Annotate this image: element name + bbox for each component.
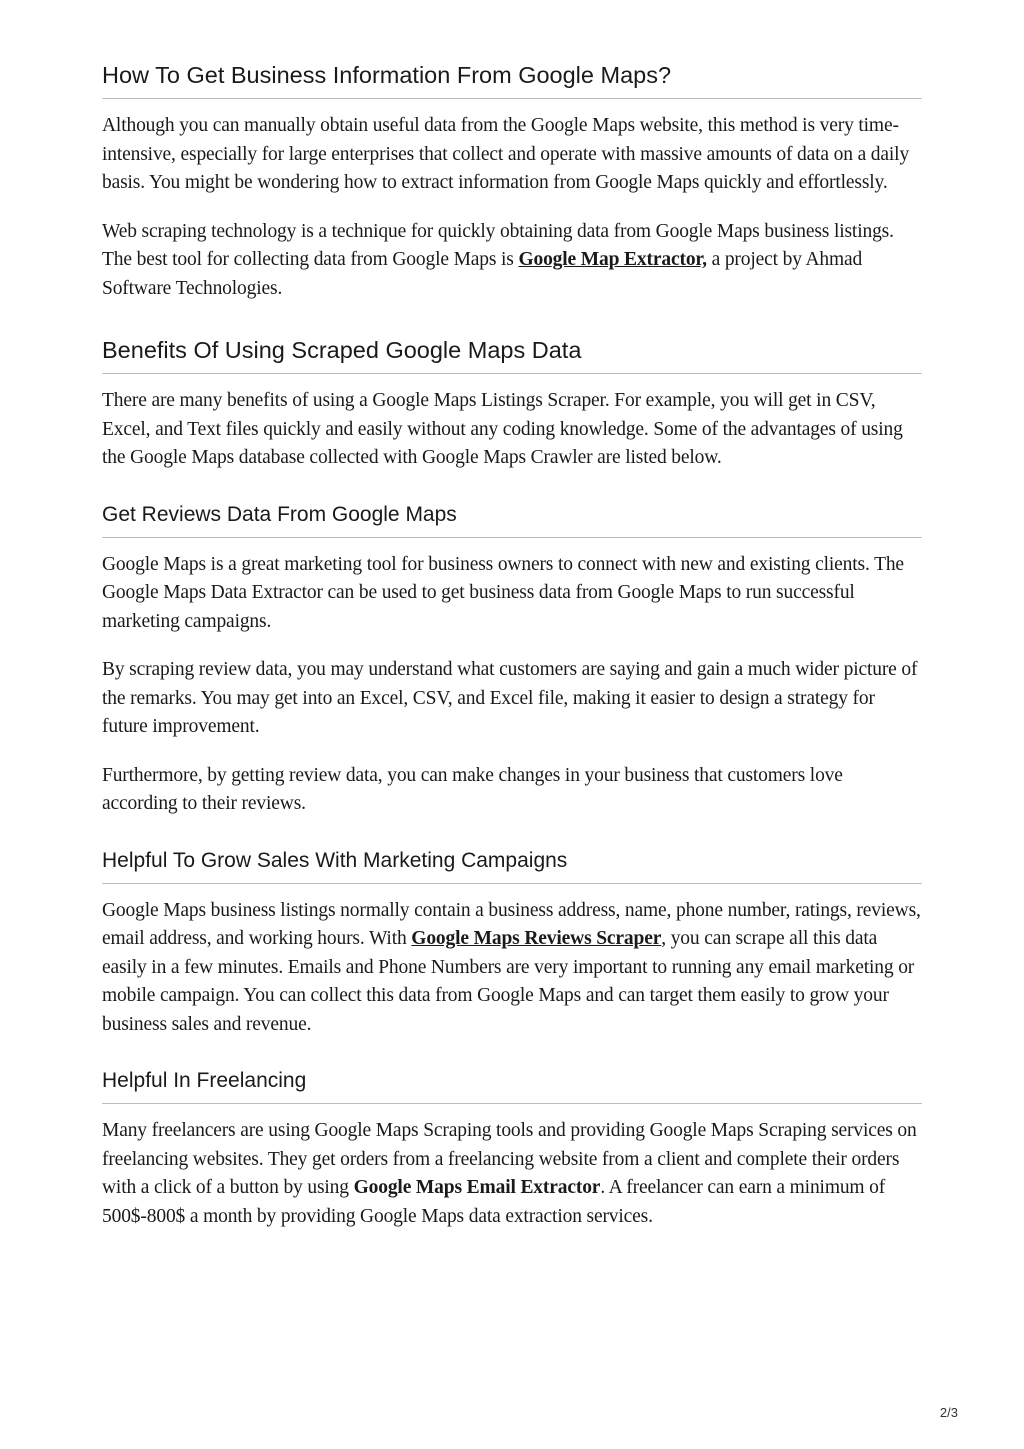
paragraph: Google Maps is a great marketing tool for business owners to connect with new and existing clients. The Google Maps Data Extractor can be used to get business data from Google Maps to run successful marketing campaigns. xyxy=(102,553,904,632)
paragraph: Although you can manually obtain useful data from the Google Maps website, this method is very time-intensive, especially for large enterprises that collect and operate with massive amounts of data on a daily basis. You might be wondering how to extract information from Google Maps quickly and effortlessly. xyxy=(102,115,910,193)
paragraph xyxy=(102,218,922,304)
paragraph-text: Web scraping technology is a technique for quickly obtaining data from Google Maps business listings. The best tool for collecting data from Google Maps is xyxy=(102,220,894,270)
paragraph xyxy=(102,1117,922,1231)
page-number: 2/3 xyxy=(939,1405,958,1420)
paragraph xyxy=(102,897,922,1040)
article xyxy=(102,60,922,1231)
paragraph-text: . A freelancer can earn a minimum of 500$-800$ a month by providing Google Maps data extraction services. xyxy=(102,1177,886,1227)
section-heading-benefits: Benefits Of Using Scraped Google Maps Data xyxy=(102,335,922,374)
section-heading-reviews-data: Get Reviews Data From Google Maps xyxy=(102,501,922,538)
google-maps-reviews-scraper-link[interactable]: Google Maps Reviews Scraper xyxy=(411,928,662,949)
paragraph: There are many benefits of using a Google Maps Listings Scraper. For example, you will get in CSV, Excel, and Text files quickly and easily without any coding knowledge. Some of the advantages of using the Google Maps database collected with Google Maps Crawler are listed below. xyxy=(102,390,903,468)
paragraph-text: Google Maps business listings normally contain a business address, name, phone number, ratings, reviews, email address, and working hours. With xyxy=(102,899,921,949)
section-heading-business-info: How To Get Business Information From Google Maps? xyxy=(102,60,922,99)
google-map-extractor-link[interactable]: Google Map Extractor, xyxy=(518,249,707,270)
google-maps-email-extractor-bold: Google Maps Email Extractor xyxy=(353,1177,601,1198)
paragraph-text: Many freelancers are using Google Maps Scraping tools and providing Google Maps Scraping services on freelancing websites. They get orders from a freelancing website from a client and complete their orders with a click of a button by using xyxy=(102,1120,917,1198)
paragraph: Furthermore, by getting review data, you can make changes in your business that customers love according to their reviews. xyxy=(102,764,843,814)
section-heading-grow-sales: Helpful To Grow Sales With Marketing Campaigns xyxy=(102,847,922,884)
paragraph: By scraping review data, you may understand what customers are saying and gain a much wider picture of the remarks. You may get into an Excel, CSV, and Excel file, making it easier to design a strategy for future improvement. xyxy=(102,659,918,737)
section-heading-freelancing: Helpful In Freelancing xyxy=(102,1067,922,1104)
paragraph-text: , you can scrape all this data easily in a few minutes. Emails and Phone Numbers are very important to running any email marketing or mobile campaign. You can collect this data from Google Maps and can target them easily to grow your business sales and revenue. xyxy=(102,928,915,1035)
paragraph-text: a project by Ahmad Software Technologies. xyxy=(102,249,863,299)
